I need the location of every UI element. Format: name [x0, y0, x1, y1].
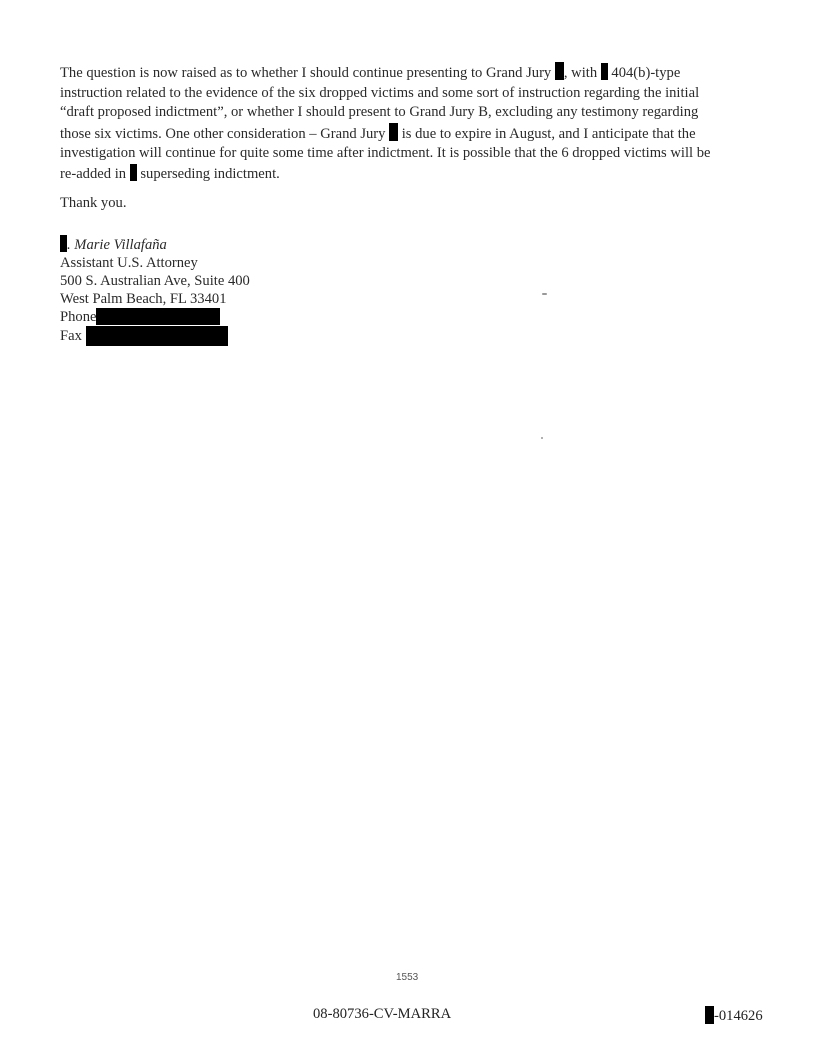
paragraph-line: re-added in superseding indictment.: [60, 165, 280, 182]
bates-number: -014626: [705, 1006, 763, 1025]
signer-title: Assistant U.S. Attorney: [60, 255, 198, 271]
email-body-paragraph: [60, 62, 780, 184]
fax-redaction: [86, 326, 228, 346]
paragraph-line: instruction related to the evidence of the six dropped victims and some sort of instruction regarding the initial: [60, 84, 700, 101]
fax-label: Fax: [60, 328, 82, 344]
paragraph-line: The question is now raised as to whether I should continue presenting to Grand Jury , with 404(b)-type: [60, 62, 780, 84]
redaction-block: [601, 63, 608, 80]
paragraph-line: “draft proposed indictment”, or whether I should present to Grand Jury B, excluding any testimony regarding: [60, 104, 699, 120]
redaction-block: [60, 235, 67, 252]
phone-label: Phone: [60, 309, 97, 325]
signer-name: . Marie Villafaña: [67, 237, 167, 253]
signature-block: [60, 235, 250, 346]
paragraph-line: those six victims. One other consideration – Grand Jury is due to expire in August, and I anticipate that the: [60, 123, 780, 145]
scan-speck: [542, 293, 547, 295]
closing-text: Thank you.: [60, 195, 127, 211]
address-line-2: West Palm Beach, FL 33401: [60, 291, 227, 307]
redaction-block: [130, 164, 137, 181]
redaction-block: [555, 62, 564, 80]
paragraph-line: investigation will continue for quite some time after indictment. It is possible that the 6 dropped victims will be: [60, 145, 711, 161]
redaction-block: [705, 1006, 714, 1024]
phone-redaction: [96, 308, 220, 325]
redaction-block: [389, 123, 398, 141]
scan-speck: [541, 437, 543, 439]
case-number: 08-80736-CV-MARRA: [313, 1006, 452, 1022]
page-number: 1553: [396, 972, 419, 983]
address-line-1: 500 S. Australian Ave, Suite 400: [60, 273, 250, 289]
